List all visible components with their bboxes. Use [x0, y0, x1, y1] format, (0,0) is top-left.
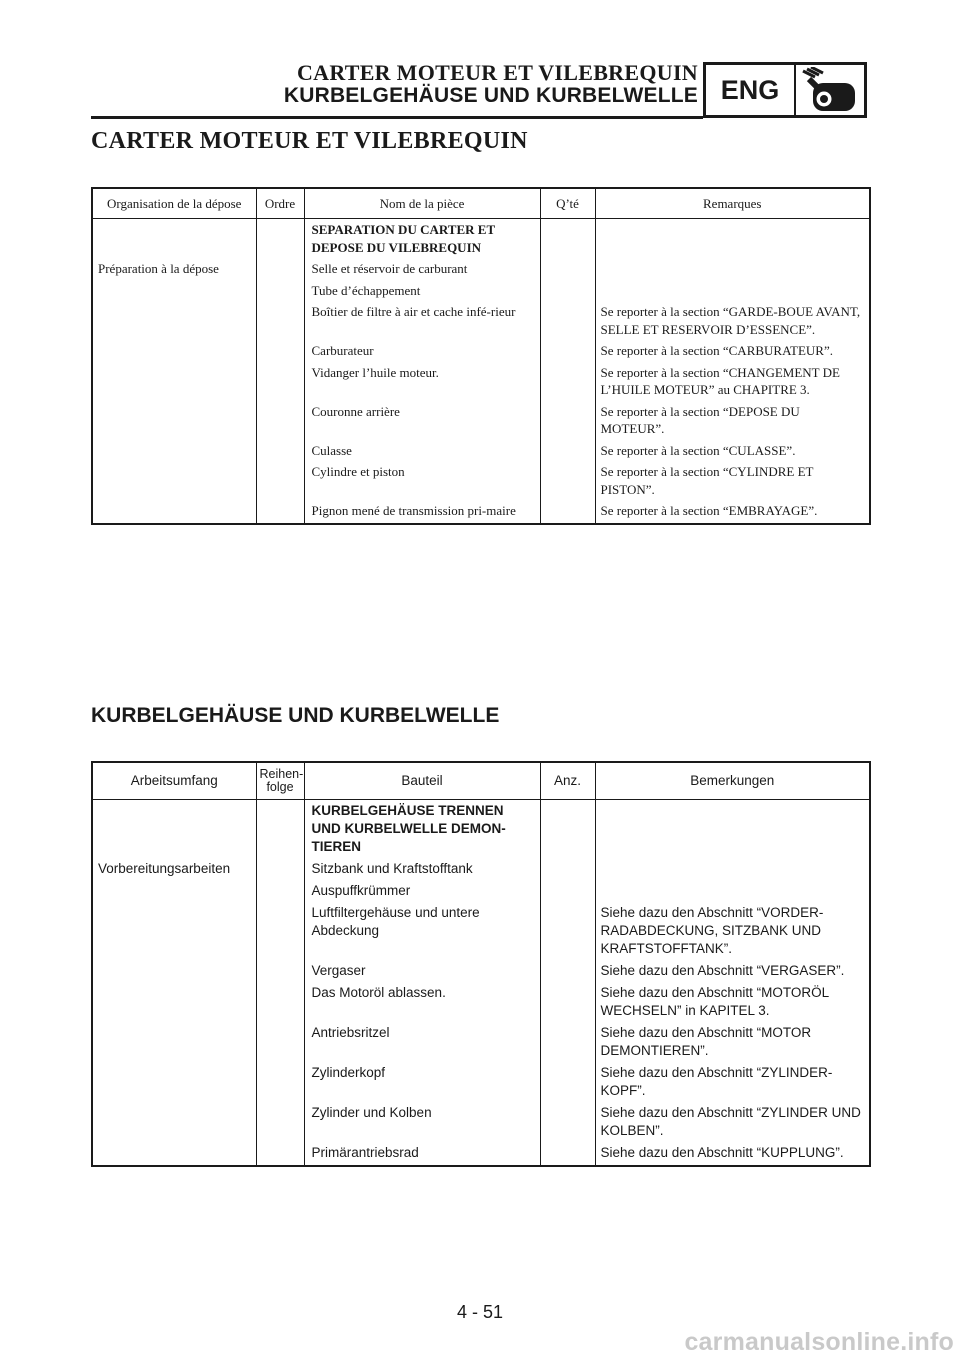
cell-org	[92, 280, 256, 302]
column-header: Organisation de la dépose	[92, 188, 256, 219]
column-header: Anz.	[540, 762, 595, 800]
cell-order	[256, 500, 304, 524]
cell-org	[92, 902, 256, 960]
cell-name: Pignon mené de transmission pri-maire	[304, 500, 540, 524]
cell-org	[92, 340, 256, 362]
cell-qty	[540, 258, 595, 280]
cell-org	[92, 1102, 256, 1142]
cell-remarks: Siehe dazu den Abschnitt “VORDER-RADABDECKUNG, SITZBANK UND KRAFTSTOFFTANK”.	[595, 902, 870, 960]
column-header: Reihen-folge	[256, 762, 304, 800]
column-header: Remarques	[595, 188, 870, 219]
cell-org	[92, 401, 256, 440]
cell-order	[256, 858, 304, 880]
cell-order	[256, 461, 304, 500]
table-row	[92, 1062, 870, 1102]
engine-piston-icon-graphic	[799, 67, 861, 113]
column-header: Bauteil	[304, 762, 540, 800]
table-row	[92, 340, 870, 362]
cell-qty	[540, 960, 595, 982]
cell-name: Auspuffkrümmer	[304, 880, 540, 902]
table-row	[92, 858, 870, 880]
table-row	[92, 902, 870, 960]
cell-order	[256, 340, 304, 362]
cell-qty	[540, 982, 595, 1022]
cell-qty	[540, 362, 595, 401]
cell-order	[256, 401, 304, 440]
cell-name: Luftfiltergehäuse und untere Abdeckung	[304, 902, 540, 960]
cell-name: Zylinderkopf	[304, 1062, 540, 1102]
cell-remarks	[595, 880, 870, 902]
header-title-fr: CARTER MOTEUR ET VILEBREQUIN	[296, 60, 698, 85]
cell-remarks: Siehe dazu den Abschnitt “MOTORÖL WECHSELN” in KAPITEL 3.	[595, 982, 870, 1022]
cell-name: Zylinder und Kolben	[304, 1102, 540, 1142]
cell-remarks	[595, 280, 870, 302]
cell-qty	[540, 280, 595, 302]
cell-name: KURBELGEHÄUSE TRENNEN UND KURBELWELLE DEMON-TIEREN	[304, 800, 540, 859]
table-row	[92, 960, 870, 982]
table-row	[92, 800, 870, 859]
column-header: Nom de la pièce	[304, 188, 540, 219]
cell-qty	[540, 880, 595, 902]
table-row	[92, 362, 870, 401]
cell-qty	[540, 1062, 595, 1102]
cell-remarks: Se reporter à la section “EMBRAYAGE”.	[595, 500, 870, 524]
cell-name: Couronne arrière	[304, 401, 540, 440]
table-header-row	[92, 762, 870, 800]
cell-name: Boîtier de filtre à air et cache infé-rieur	[304, 301, 540, 340]
cell-org: Préparation à la dépose	[92, 258, 256, 280]
cell-remarks: Siehe dazu den Abschnitt “VERGASER”.	[595, 960, 870, 982]
cell-qty	[540, 301, 595, 340]
cell-qty	[540, 1022, 595, 1062]
section-badge	[703, 62, 867, 118]
cell-qty	[540, 902, 595, 960]
table-row	[92, 880, 870, 902]
cell-org	[92, 362, 256, 401]
cell-name: Culasse	[304, 440, 540, 462]
cell-remarks	[595, 258, 870, 280]
removal-table-fr	[91, 187, 871, 525]
cell-qty	[540, 1142, 595, 1166]
cell-org	[92, 982, 256, 1022]
header-title-de: KURBELGEHÄUSE UND KURBELWELLE	[283, 84, 698, 107]
cell-order	[256, 280, 304, 302]
cell-org	[92, 1022, 256, 1062]
table-row	[92, 1022, 870, 1062]
cell-remarks: Siehe dazu den Abschnitt “KUPPLUNG”.	[595, 1142, 870, 1166]
cell-order	[256, 440, 304, 462]
cell-name: Das Motoröl ablassen.	[304, 982, 540, 1022]
table-row	[92, 1102, 870, 1142]
header-rule	[91, 116, 703, 119]
table-row	[92, 219, 870, 259]
cell-qty	[540, 401, 595, 440]
watermark: carmanualsonline.info	[684, 1328, 954, 1356]
cell-name: Carburateur	[304, 340, 540, 362]
table-row	[92, 401, 870, 440]
cell-org	[92, 1142, 256, 1166]
cell-org	[92, 219, 256, 259]
cell-qty	[540, 440, 595, 462]
cell-name: Vidanger l’huile moteur.	[304, 362, 540, 401]
column-header: Arbeitsumfang	[92, 762, 256, 800]
cell-remarks: Siehe dazu den Abschnitt “MOTOR DEMONTIEREN”.	[595, 1022, 870, 1062]
cell-qty	[540, 461, 595, 500]
cell-order	[256, 1102, 304, 1142]
section-title-fr: CARTER MOTEUR ET VILEBREQUIN	[91, 128, 528, 154]
cell-remarks: Se reporter à la section “GARDE-BOUE AVANT, SELLE ET RESERVOIR D’ESSENCE”.	[595, 301, 870, 340]
cell-org	[92, 461, 256, 500]
cell-remarks	[595, 800, 870, 859]
cell-remarks: Se reporter à la section “CULASSE”.	[595, 440, 870, 462]
column-header: Ordre	[256, 188, 304, 219]
cell-qty	[540, 1102, 595, 1142]
table-row	[92, 301, 870, 340]
cell-order	[256, 800, 304, 859]
cell-remarks	[595, 219, 870, 259]
cell-order	[256, 362, 304, 401]
cell-order	[256, 1022, 304, 1062]
table-row	[92, 982, 870, 1022]
cell-qty	[540, 219, 595, 259]
cell-name: Vergaser	[304, 960, 540, 982]
cell-order	[256, 880, 304, 902]
table-row	[92, 461, 870, 500]
cell-org: Vorbereitungsarbeiten	[92, 858, 256, 880]
engine-piston-icon	[796, 65, 864, 115]
cell-org	[92, 301, 256, 340]
cell-org	[92, 960, 256, 982]
cell-name: SEPARATION DU CARTER ET DEPOSE DU VILEBREQUIN	[304, 219, 540, 259]
cell-order	[256, 982, 304, 1022]
table-row	[92, 1142, 870, 1166]
cell-order	[256, 219, 304, 259]
column-header: Q’té	[540, 188, 595, 219]
cell-qty	[540, 858, 595, 880]
cell-order	[256, 1142, 304, 1166]
cell-org	[92, 440, 256, 462]
cell-qty	[540, 500, 595, 524]
cell-org	[92, 1062, 256, 1102]
cell-remarks: Siehe dazu den Abschnitt “ZYLINDER-KOPF”.	[595, 1062, 870, 1102]
cell-qty	[540, 800, 595, 859]
cell-org	[92, 800, 256, 859]
cell-name: Cylindre et piston	[304, 461, 540, 500]
column-header: Bemerkungen	[595, 762, 870, 800]
cell-name: Selle et réservoir de carburant	[304, 258, 540, 280]
cell-name: Sitzbank und Kraftstofftank	[304, 858, 540, 880]
cell-remarks: Siehe dazu den Abschnitt “ZYLINDER UND KOLBEN”.	[595, 1102, 870, 1142]
cell-qty	[540, 340, 595, 362]
section-title-de: KURBELGEHÄUSE UND KURBELWELLE	[91, 704, 500, 727]
cell-order	[256, 902, 304, 960]
cell-name: Antriebsritzel	[304, 1022, 540, 1062]
page-number: 4 - 51	[456, 1302, 504, 1322]
cell-order	[256, 258, 304, 280]
cell-remarks: Se reporter à la section “CYLINDRE ET PISTON”.	[595, 461, 870, 500]
cell-remarks	[595, 858, 870, 880]
cell-remarks: Se reporter à la section “CARBURATEUR”.	[595, 340, 870, 362]
table-row	[92, 440, 870, 462]
cell-name: Primärantriebsrad	[304, 1142, 540, 1166]
cell-remarks: Se reporter à la section “DEPOSE DU MOTEUR”.	[595, 401, 870, 440]
cell-order	[256, 301, 304, 340]
cell-order	[256, 960, 304, 982]
cell-order	[256, 1062, 304, 1102]
removal-table-de	[91, 761, 871, 1167]
section-badge-label: ENG	[706, 65, 796, 115]
cell-name: Tube d’échappement	[304, 280, 540, 302]
cell-org	[92, 500, 256, 524]
table-row	[92, 280, 870, 302]
table-row	[92, 500, 870, 524]
table-header-row	[92, 188, 870, 219]
cell-org	[92, 880, 256, 902]
cell-remarks: Se reporter à la section “CHANGEMENT DE L’HUILE MOTEUR” au CHAPITRE 3.	[595, 362, 870, 401]
table-row	[92, 258, 870, 280]
